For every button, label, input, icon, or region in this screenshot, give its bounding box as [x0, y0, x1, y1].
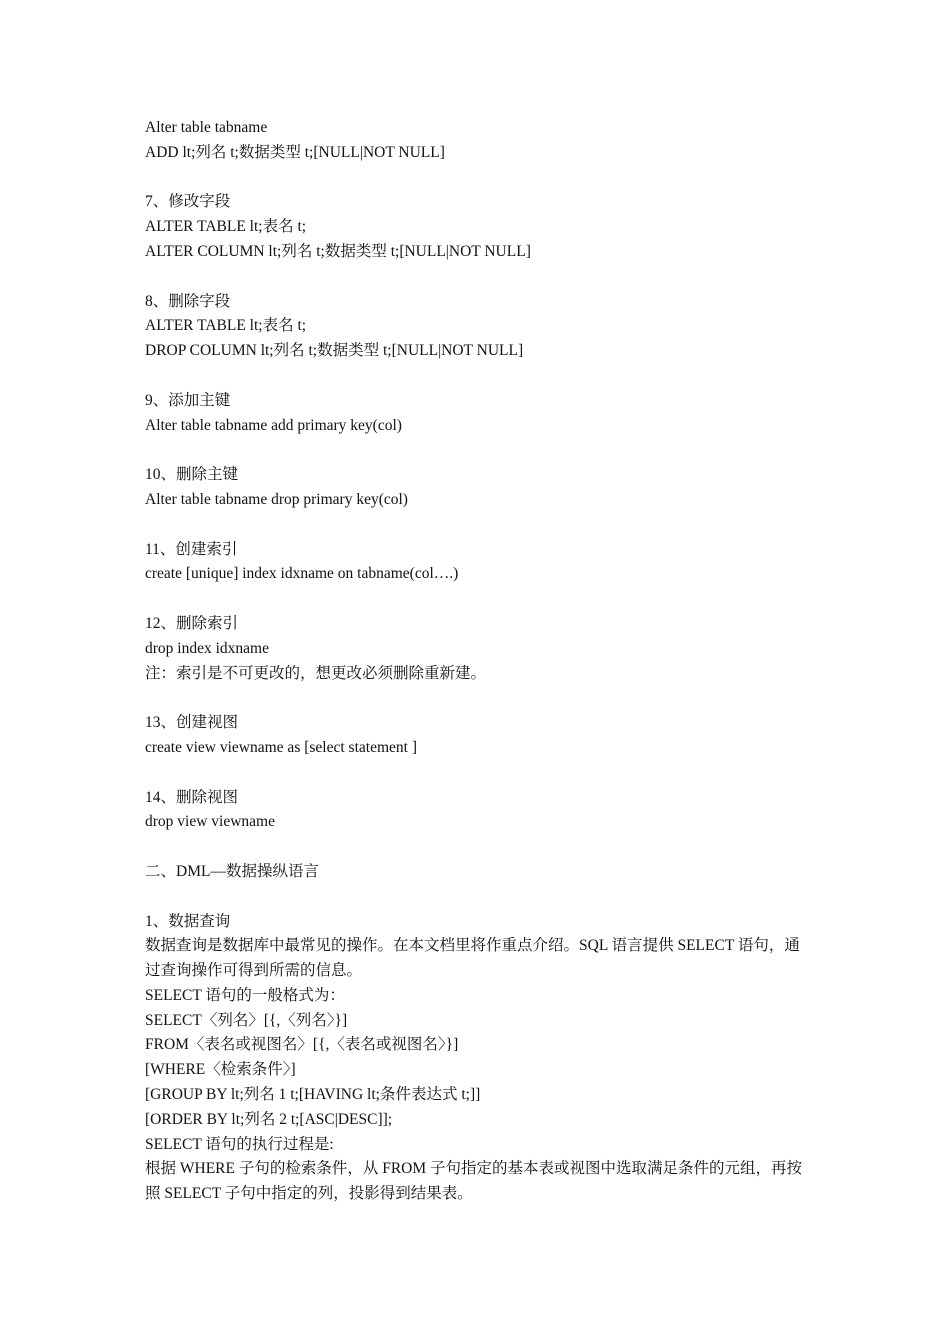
text-line: drop view viewname	[145, 813, 275, 831]
blank-line	[145, 438, 825, 463]
blank-line	[145, 587, 825, 612]
text-line: create view viewname as [select statement ]	[145, 738, 417, 756]
blank-line	[145, 265, 825, 290]
section-heading: 12、删除索引	[145, 614, 239, 632]
section-heading: 11、创建索引	[145, 540, 238, 558]
section-heading: 9、添加主键	[145, 391, 231, 409]
text-line: drop index idxname	[145, 639, 269, 657]
section-heading: 10、删除主键	[145, 466, 239, 484]
text-line: DROP COLUMN lt;列名 t;数据类型 t;[NULL|NOT NULL]	[145, 342, 524, 360]
section-heading: 1、数据查询	[145, 912, 231, 930]
text-line: Alter table tabname add primary key(col)	[145, 416, 402, 434]
text-line: SELECT 语句的执行过程是:	[145, 1135, 334, 1153]
section-heading: 13、创建视图	[145, 714, 239, 732]
text-line: ALTER COLUMN lt;列名 t;数据类型 t;[NULL|NOT NULL]	[145, 242, 531, 260]
blank-line	[145, 513, 825, 538]
text-line: create [unique] index idxname on tabname(col….)	[145, 565, 459, 583]
text-line: ALTER TABLE lt;表名 t;	[145, 218, 307, 236]
text-line: [WHERE〈检索条件〉]	[145, 1061, 296, 1079]
section-heading: 7、修改字段	[145, 193, 231, 211]
chapter-heading: 二、DML—数据操纵语言	[145, 862, 319, 880]
blank-line	[145, 686, 825, 711]
paragraph: 根据 WHERE 子句的检索条件，从 FROM 子句指定的基本表或视图中选取满足条件的元组，再按照 SELECT 子句中指定的列，投影得到结果表。	[145, 1160, 803, 1203]
note-line: 注：索引是不可更改的，想更改必须删除重新建。	[145, 664, 487, 682]
text-line: Alter table tabname drop primary key(col)	[145, 490, 408, 508]
section-heading: 8、删除字段	[145, 292, 231, 310]
blank-line	[145, 364, 825, 389]
paragraph: 数据查询是数据库中最常见的操作。在本文档里将作重点介绍。SQL 语言提供 SELECT 语句，通过查询操作可得到所需的信息。	[145, 937, 800, 980]
text-line: ALTER TABLE lt;表名 t;	[145, 317, 307, 335]
text-line: [ORDER BY lt;列名 2 t;[ASC|DESC]];	[145, 1110, 393, 1128]
text-line: [GROUP BY lt;列名 1 t;[HAVING lt;条件表达式 t;]]	[145, 1086, 481, 1104]
section-heading: 14、删除视图	[145, 788, 239, 806]
blank-line	[145, 835, 825, 860]
blank-line	[145, 761, 825, 786]
text-line: Alter table tabname	[145, 119, 268, 136]
text-line: SELECT〈列名〉[{,〈列名〉}]	[145, 1011, 348, 1029]
text-line: FROM〈表名或视图名〉[{,〈表名或视图名〉}]	[145, 1036, 459, 1054]
text-line: ADD lt;列名 t;数据类型 t;[NULL|NOT NULL]	[145, 143, 445, 161]
blank-line	[145, 166, 825, 191]
blank-line	[145, 885, 825, 910]
text-line: SELECT 语句的一般格式为：	[145, 986, 345, 1004]
document-page	[145, 116, 825, 1207]
